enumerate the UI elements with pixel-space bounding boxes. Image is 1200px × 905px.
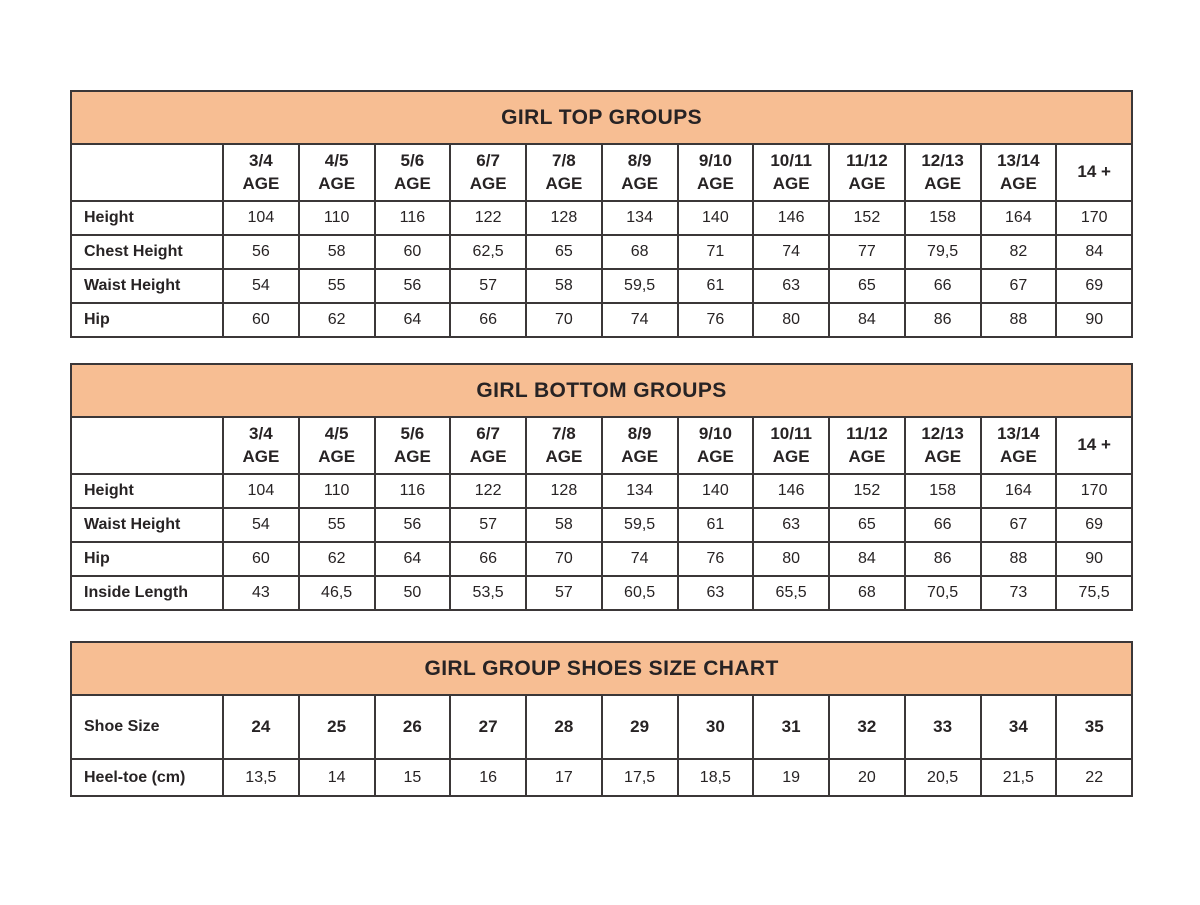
age-unit-text: AGE <box>545 173 583 193</box>
table-title-row <box>71 91 1132 144</box>
column-header-cell: 34 <box>981 695 1057 759</box>
size-value-cell: 84 <box>829 303 905 337</box>
column-header-cell <box>981 144 1057 201</box>
column-header-cell: 33 <box>905 695 981 759</box>
age-column-header <box>527 423 601 467</box>
size-value-cell: 76 <box>678 303 754 337</box>
size-value-cell: 79,5 <box>905 235 981 269</box>
column-header-cell <box>602 144 678 201</box>
size-value-cell: 164 <box>981 474 1057 508</box>
age-size-text: 11/12 <box>846 151 888 171</box>
size-value-cell: 134 <box>602 474 678 508</box>
age-column-header <box>754 150 828 194</box>
age-unit-text: AGE <box>924 173 962 193</box>
size-value-cell: 65,5 <box>753 576 829 610</box>
age-size-text: 8/9 <box>627 151 652 171</box>
column-header-cell <box>223 144 299 201</box>
size-value-cell: 60 <box>375 235 451 269</box>
row-label: Heel-toe (cm) <box>71 759 223 796</box>
column-header-row <box>71 417 1132 474</box>
size-value-cell: 74 <box>753 235 829 269</box>
table-title-row <box>71 642 1132 695</box>
age-size-text: 14 + <box>1077 162 1111 182</box>
age-unit-text: AGE <box>924 446 962 466</box>
age-unit-text: AGE <box>242 173 280 193</box>
age-unit-text: AGE <box>242 446 280 466</box>
size-value-cell: 75,5 <box>1056 576 1132 610</box>
age-unit-text: AGE <box>545 446 583 466</box>
column-header-cell: 28 <box>526 695 602 759</box>
size-value-cell: 84 <box>1056 235 1132 269</box>
row-label: Hip <box>71 542 223 576</box>
column-header-cell <box>223 417 299 474</box>
age-size-text: 13/14 <box>997 151 1040 171</box>
girl-shoes-size-table <box>70 641 1133 797</box>
size-value-cell: 128 <box>526 201 602 235</box>
size-value-cell: 55 <box>299 508 375 542</box>
size-value-cell: 53,5 <box>450 576 526 610</box>
column-header-cell <box>753 144 829 201</box>
size-value-cell: 46,5 <box>299 576 375 610</box>
size-value-cell: 116 <box>375 201 451 235</box>
size-value-cell: 59,5 <box>602 269 678 303</box>
column-header-cell <box>450 417 526 474</box>
size-value-cell: 66 <box>450 542 526 576</box>
age-size-text: 3/4 <box>249 424 273 444</box>
size-value-cell: 122 <box>450 474 526 508</box>
size-value-cell: 67 <box>981 269 1057 303</box>
age-size-text: 7/8 <box>552 151 576 171</box>
table-row <box>71 303 1132 337</box>
corner-cell <box>71 144 223 201</box>
column-header-cell <box>905 144 981 201</box>
column-header-cell <box>526 417 602 474</box>
size-value-cell: 88 <box>981 303 1057 337</box>
size-value-cell: 146 <box>753 474 829 508</box>
age-unit-text: AGE <box>696 446 734 466</box>
row-label: Waist Height <box>71 508 223 542</box>
size-value-cell: 74 <box>602 303 678 337</box>
table-row <box>71 201 1132 235</box>
age-unit-text: AGE <box>848 173 886 193</box>
row-label: Height <box>71 201 223 235</box>
size-value-cell: 21,5 <box>981 759 1057 796</box>
size-value-cell: 22 <box>1056 759 1132 796</box>
table-row <box>71 542 1132 576</box>
age-unit-text: AGE <box>848 446 886 466</box>
table-row <box>71 235 1132 269</box>
size-value-cell: 60 <box>223 303 299 337</box>
age-column-header <box>906 150 980 194</box>
size-value-cell: 16 <box>450 759 526 796</box>
size-value-cell: 140 <box>678 474 754 508</box>
size-value-cell: 60 <box>223 542 299 576</box>
age-column-header <box>603 423 677 467</box>
size-value-cell: 66 <box>450 303 526 337</box>
size-value-cell: 76 <box>678 542 754 576</box>
size-value-cell: 61 <box>678 508 754 542</box>
age-column-header <box>224 423 298 467</box>
size-value-cell: 122 <box>450 201 526 235</box>
table-row <box>71 508 1132 542</box>
size-value-cell: 15 <box>375 759 451 796</box>
girl-bottom-groups-table <box>70 363 1133 611</box>
size-value-cell: 82 <box>981 235 1057 269</box>
age-column-header <box>754 423 828 467</box>
column-header-cell <box>678 417 754 474</box>
age-column-header <box>300 423 374 467</box>
size-value-cell: 58 <box>526 508 602 542</box>
size-value-cell: 57 <box>450 269 526 303</box>
size-value-cell: 170 <box>1056 474 1132 508</box>
column-header-cell: 27 <box>450 695 526 759</box>
size-value-cell: 152 <box>829 201 905 235</box>
size-value-cell: 134 <box>602 201 678 235</box>
age-column-header <box>982 423 1056 467</box>
size-value-cell: 69 <box>1056 508 1132 542</box>
girl-top-groups-table <box>70 90 1133 338</box>
size-value-cell: 58 <box>299 235 375 269</box>
age-unit-text: AGE <box>318 173 356 193</box>
size-value-cell: 84 <box>829 542 905 576</box>
age-size-text: 6/7 <box>476 151 500 171</box>
age-column-header <box>451 150 525 194</box>
age-column-header <box>376 423 450 467</box>
size-value-cell: 61 <box>678 269 754 303</box>
age-unit-text: AGE <box>393 446 431 466</box>
age-size-text: 10/11 <box>770 151 812 171</box>
row-label: Waist Height <box>71 269 223 303</box>
size-value-cell: 70,5 <box>905 576 981 610</box>
age-size-text: 9/10 <box>698 151 732 171</box>
column-header-cell <box>450 144 526 201</box>
size-value-cell: 140 <box>678 201 754 235</box>
size-value-cell: 56 <box>375 508 451 542</box>
age-column-header <box>830 150 904 194</box>
size-value-cell: 54 <box>223 508 299 542</box>
size-value-cell: 18,5 <box>678 759 754 796</box>
row-label: Inside Length <box>71 576 223 610</box>
size-value-cell: 116 <box>375 474 451 508</box>
size-value-cell: 65 <box>526 235 602 269</box>
size-value-cell: 104 <box>223 201 299 235</box>
age-size-text: 3/4 <box>249 151 273 171</box>
size-value-cell: 86 <box>905 542 981 576</box>
size-value-cell: 77 <box>829 235 905 269</box>
size-value-cell: 104 <box>223 474 299 508</box>
size-value-cell: 20,5 <box>905 759 981 796</box>
age-size-text: 8/9 <box>627 424 652 444</box>
age-size-text: 12/13 <box>921 424 964 444</box>
age-size-text: 6/7 <box>476 424 500 444</box>
size-value-cell: 64 <box>375 303 451 337</box>
size-value-cell: 74 <box>602 542 678 576</box>
age-size-text: 13/14 <box>997 424 1040 444</box>
size-value-cell: 62 <box>299 542 375 576</box>
table-row <box>71 269 1132 303</box>
column-header-row <box>71 695 1132 759</box>
size-value-cell: 67 <box>981 508 1057 542</box>
age-size-text: 5/6 <box>400 424 425 444</box>
size-value-cell: 110 <box>299 201 375 235</box>
size-value-cell: 17 <box>526 759 602 796</box>
size-value-cell: 13,5 <box>223 759 299 796</box>
size-value-cell: 57 <box>526 576 602 610</box>
column-header-cell: 31 <box>753 695 829 759</box>
size-value-cell: 56 <box>223 235 299 269</box>
size-value-cell: 63 <box>753 269 829 303</box>
column-header-row <box>71 144 1132 201</box>
size-value-cell: 66 <box>905 269 981 303</box>
age-size-text: 10/11 <box>770 424 812 444</box>
age-size-text: 9/10 <box>698 424 732 444</box>
age-unit-text: AGE <box>469 446 507 466</box>
age-unit-text: AGE <box>621 173 659 193</box>
column-header-cell: 29 <box>602 695 678 759</box>
column-header-cell <box>753 417 829 474</box>
age-column-header <box>830 423 904 467</box>
size-value-cell: 128 <box>526 474 602 508</box>
age-unit-text: AGE <box>621 446 659 466</box>
size-value-cell: 80 <box>753 542 829 576</box>
age-column-header <box>679 423 753 467</box>
age-size-text: 7/8 <box>552 424 576 444</box>
size-value-cell: 56 <box>375 269 451 303</box>
size-value-cell: 57 <box>450 508 526 542</box>
age-column-header <box>982 150 1056 194</box>
column-header-cell: 30 <box>678 695 754 759</box>
header-row-label: Shoe Size <box>71 695 223 759</box>
size-value-cell: 86 <box>905 303 981 337</box>
size-value-cell: 63 <box>753 508 829 542</box>
size-value-cell: 50 <box>375 576 451 610</box>
size-value-cell: 58 <box>526 269 602 303</box>
table-row <box>71 759 1132 796</box>
age-size-text: 14 + <box>1077 435 1111 455</box>
column-header-cell <box>299 144 375 201</box>
column-header-cell <box>602 417 678 474</box>
size-value-cell: 164 <box>981 201 1057 235</box>
column-header-cell <box>678 144 754 201</box>
age-unit-text: AGE <box>999 446 1037 466</box>
size-value-cell: 59,5 <box>602 508 678 542</box>
age-column-header <box>451 423 525 467</box>
column-header-cell <box>1056 417 1132 474</box>
size-value-cell: 19 <box>753 759 829 796</box>
size-value-cell: 170 <box>1056 201 1132 235</box>
age-column-header <box>1057 434 1131 456</box>
age-column-header <box>679 150 753 194</box>
size-value-cell: 70 <box>526 303 602 337</box>
column-header-cell <box>375 144 451 201</box>
size-value-cell: 68 <box>829 576 905 610</box>
size-value-cell: 88 <box>981 542 1057 576</box>
table-title: GIRL GROUP SHOES SIZE CHART <box>71 642 1132 695</box>
size-value-cell: 158 <box>905 474 981 508</box>
column-header-cell: 24 <box>223 695 299 759</box>
column-header-cell <box>375 417 451 474</box>
size-value-cell: 60,5 <box>602 576 678 610</box>
table-title-row <box>71 364 1132 417</box>
row-label: Hip <box>71 303 223 337</box>
row-label: Chest Height <box>71 235 223 269</box>
column-header-cell: 26 <box>375 695 451 759</box>
size-value-cell: 70 <box>526 542 602 576</box>
size-value-cell: 14 <box>299 759 375 796</box>
age-size-text: 12/13 <box>921 151 964 171</box>
age-column-header <box>603 150 677 194</box>
age-column-header <box>906 423 980 467</box>
size-value-cell: 90 <box>1056 303 1132 337</box>
age-unit-text: AGE <box>469 173 507 193</box>
size-value-cell: 110 <box>299 474 375 508</box>
age-unit-text: AGE <box>772 446 810 466</box>
age-column-header <box>300 150 374 194</box>
corner-cell <box>71 417 223 474</box>
size-value-cell: 17,5 <box>602 759 678 796</box>
table-title: GIRL BOTTOM GROUPS <box>71 364 1132 417</box>
age-unit-text: AGE <box>393 173 431 193</box>
age-size-text: 11/12 <box>846 424 888 444</box>
size-value-cell: 62,5 <box>450 235 526 269</box>
column-header-cell <box>905 417 981 474</box>
age-unit-text: AGE <box>318 446 356 466</box>
size-value-cell: 64 <box>375 542 451 576</box>
column-header-cell: 25 <box>299 695 375 759</box>
column-header-cell: 32 <box>829 695 905 759</box>
age-unit-text: AGE <box>772 173 810 193</box>
age-column-header <box>224 150 298 194</box>
size-value-cell: 63 <box>678 576 754 610</box>
size-value-cell: 55 <box>299 269 375 303</box>
column-header-cell <box>526 144 602 201</box>
size-value-cell: 73 <box>981 576 1057 610</box>
age-column-header <box>1057 161 1131 183</box>
age-column-header <box>527 150 601 194</box>
age-size-text: 4/5 <box>324 424 349 444</box>
table-row <box>71 576 1132 610</box>
size-value-cell: 80 <box>753 303 829 337</box>
size-value-cell: 65 <box>829 508 905 542</box>
size-value-cell: 90 <box>1056 542 1132 576</box>
table-row <box>71 474 1132 508</box>
size-value-cell: 158 <box>905 201 981 235</box>
size-value-cell: 146 <box>753 201 829 235</box>
column-header-cell <box>1056 144 1132 201</box>
size-value-cell: 68 <box>602 235 678 269</box>
age-size-text: 4/5 <box>324 151 349 171</box>
age-unit-text: AGE <box>696 173 734 193</box>
column-header-cell <box>829 417 905 474</box>
size-value-cell: 152 <box>829 474 905 508</box>
age-size-text: 5/6 <box>400 151 425 171</box>
size-value-cell: 65 <box>829 269 905 303</box>
column-header-cell: 35 <box>1056 695 1132 759</box>
size-value-cell: 20 <box>829 759 905 796</box>
size-value-cell: 54 <box>223 269 299 303</box>
size-value-cell: 69 <box>1056 269 1132 303</box>
size-value-cell: 62 <box>299 303 375 337</box>
column-header-cell <box>981 417 1057 474</box>
age-column-header <box>376 150 450 194</box>
column-header-cell <box>829 144 905 201</box>
size-value-cell: 71 <box>678 235 754 269</box>
size-value-cell: 66 <box>905 508 981 542</box>
age-unit-text: AGE <box>999 173 1037 193</box>
table-title: GIRL TOP GROUPS <box>71 91 1132 144</box>
size-value-cell: 43 <box>223 576 299 610</box>
row-label: Height <box>71 474 223 508</box>
column-header-cell <box>299 417 375 474</box>
